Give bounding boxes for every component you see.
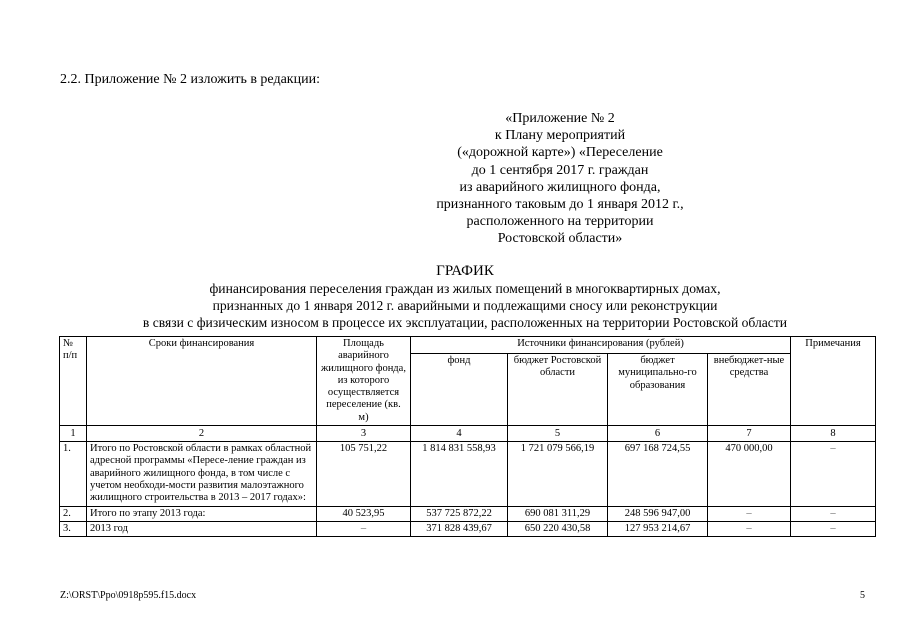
row-note: – bbox=[791, 506, 876, 521]
header-sources: Источники финансирования (рублей) bbox=[411, 337, 791, 354]
table-row bbox=[60, 442, 876, 506]
column-number: 7 bbox=[708, 426, 791, 442]
header-extrabudget: внебюджет-ные средства bbox=[708, 354, 791, 426]
appendix-line: Ростовской области» bbox=[497, 231, 623, 247]
row-regional: 690 081 311,29 bbox=[508, 506, 608, 521]
table-row bbox=[60, 521, 876, 536]
column-number: 2 bbox=[87, 426, 317, 442]
row-num: 2. bbox=[60, 506, 87, 521]
lead-paragraph: 2.2. Приложение № 2 изложить в редакции: bbox=[60, 72, 320, 87]
header-municipal: бюджет муниципально-го образования bbox=[608, 354, 708, 426]
appendix-line: из аварийного жилищного фонда, bbox=[459, 179, 661, 195]
row-num: 1. bbox=[60, 442, 87, 506]
row-area: 105 751,22 bbox=[317, 442, 411, 506]
appendix-line: к Плану мероприятий bbox=[494, 128, 626, 144]
row-fund: 537 725 872,22 bbox=[411, 506, 508, 521]
row-municipal: 127 953 214,67 bbox=[608, 521, 708, 536]
row-extrabudget: 470 000,00 bbox=[708, 442, 791, 506]
row-extrabudget: – bbox=[708, 506, 791, 521]
column-number: 4 bbox=[411, 426, 508, 442]
column-number: 5 bbox=[508, 426, 608, 442]
header-num: № п/п bbox=[60, 337, 87, 426]
schedule-title bbox=[15, 262, 905, 331]
row-num: 3. bbox=[60, 521, 87, 536]
table-row bbox=[60, 506, 876, 521]
page-number: 5 bbox=[860, 590, 865, 601]
row-period: 2013 год bbox=[87, 521, 317, 536]
header-note: Примечания bbox=[791, 337, 876, 426]
header-period: Сроки финансирования bbox=[87, 337, 317, 426]
column-number-row bbox=[60, 426, 876, 442]
row-municipal: 697 168 724,55 bbox=[608, 442, 708, 506]
schedule-subtitle-line: финансирования переселения граждан из жилых помещений в многоквартирных домах, bbox=[209, 281, 721, 296]
header-area: Площадь аварийного жилищного фонда, из которого осуществляется переселение (кв. м) bbox=[317, 337, 411, 426]
column-number: 1 bbox=[60, 426, 87, 442]
schedule-subtitle-line: признанных до 1 января 2012 г. аварийными и подлежащими сносу или реконструкции bbox=[212, 298, 718, 313]
column-number: 6 bbox=[608, 426, 708, 442]
appendix-line: до 1 сентября 2017 г. граждан bbox=[471, 162, 649, 178]
appendix-line: признанного таковым до 1 января 2012 г., bbox=[436, 197, 684, 213]
table-header-row bbox=[60, 337, 876, 354]
row-extrabudget: – bbox=[708, 521, 791, 536]
appendix-reference bbox=[390, 110, 730, 248]
footer-file-path: Z:\ORST\Ppo\0918p595.f15.docx bbox=[60, 590, 197, 601]
appendix-line: («дорожной карте») «Переселение bbox=[457, 145, 663, 161]
row-area: – bbox=[317, 521, 411, 536]
row-regional: 650 220 430,58 bbox=[508, 521, 608, 536]
appendix-line: расположенного на территории bbox=[466, 214, 654, 230]
schedule-heading: ГРАФИК bbox=[436, 263, 494, 279]
row-period: Итого по этапу 2013 года: bbox=[87, 506, 317, 521]
schedule-subtitle-line: в связи с физическим износом в процессе их эксплуатации, расположенных на территории Ростовской области bbox=[142, 315, 788, 330]
column-number: 8 bbox=[791, 426, 876, 442]
row-municipal: 248 596 947,00 bbox=[608, 506, 708, 521]
column-number: 3 bbox=[317, 426, 411, 442]
row-period: Итого по Ростовской области в рамках областной адресной программы «Пересе-ление граждан из аварийного жилищного фонда, в том числе с учетом необходи-мости развития малоэтажного жилищного строительства в 2013 – 2017 годах»: bbox=[87, 442, 317, 506]
row-regional: 1 721 079 566,19 bbox=[508, 442, 608, 506]
appendix-line: «Приложение № 2 bbox=[505, 111, 615, 126]
financing-table bbox=[59, 336, 876, 537]
row-fund: 1 814 831 558,93 bbox=[411, 442, 508, 506]
row-note: – bbox=[791, 521, 876, 536]
header-regional: бюджет Ростовской области bbox=[508, 354, 608, 426]
row-area: 40 523,95 bbox=[317, 506, 411, 521]
row-note: – bbox=[791, 442, 876, 506]
row-fund: 371 828 439,67 bbox=[411, 521, 508, 536]
header-fund: фонд bbox=[411, 354, 508, 426]
